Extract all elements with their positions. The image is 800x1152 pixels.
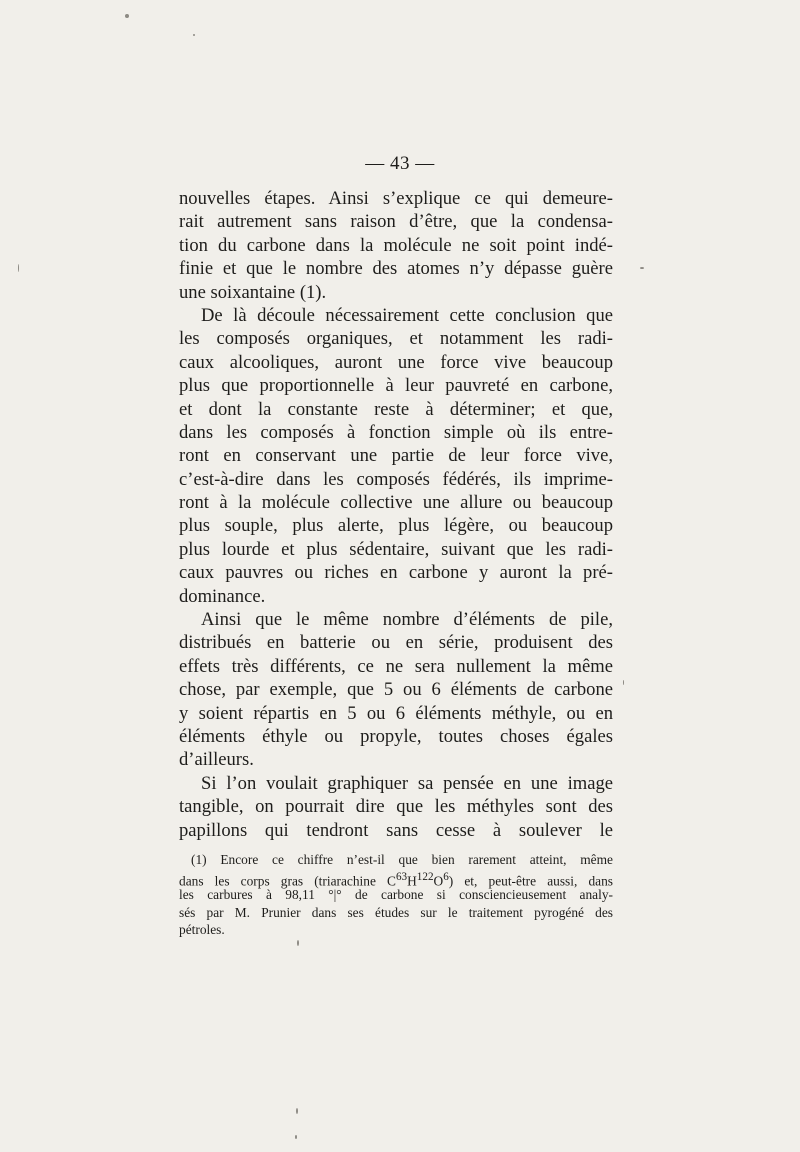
text-line: finie et que le nombre des atomes n’y dépasse guère: [179, 258, 613, 280]
footnote-line: les carbures à 98,11 °|° de carbone si consciencieusement analy-: [179, 887, 613, 903]
formula-subscript: 122: [416, 870, 434, 883]
text-line: plus que proportionnelle à leur pauvreté en carbone,: [179, 375, 613, 397]
footnote-line: pétroles.: [179, 922, 225, 938]
text-line: y soient répartis en 5 ou 6 éléments méthyle, ou en: [179, 702, 613, 724]
text-line: chose, par exemple, que 5 ou 6 éléments de carbone: [179, 679, 613, 701]
text-line: plus lourde et plus sédentaire, suivant que les radi-: [179, 538, 613, 560]
text-line: nouvelles étapes. Ainsi s’explique ce qui demeure-: [179, 188, 613, 209]
text-line: Si l’on voulait graphiquer sa pensée en une image: [201, 772, 613, 794]
text-line: papillons qui tendront sans cesse à soulever le: [179, 819, 613, 841]
text-line: rait autrement sans raison d’être, que la condensa-: [179, 211, 613, 233]
paper-speck: [193, 34, 195, 36]
text-line: tion du carbone dans la molécule ne soit point indé-: [179, 234, 613, 256]
paper-speck: [296, 1108, 298, 1114]
paper-speck: [125, 14, 129, 18]
text-line: De là découle nécessairement cette conclusion que: [201, 304, 613, 326]
text-line: ront en conservant une partie de leur force vive,: [179, 445, 613, 467]
text-line: éléments éthyle ou propyle, toutes choses égales: [179, 725, 613, 747]
text-line: d’ailleurs.: [179, 749, 254, 771]
body-text: [179, 187, 613, 842]
text-line: caux alcooliques, auront une force vive beaucoup: [179, 351, 613, 373]
text-line: c’est-à-dire dans les composés fédérés, ils imprime-: [179, 468, 613, 490]
page-number: — 43 —: [365, 153, 435, 174]
text-line: effets très différents, ce ne sera nullement la même: [179, 655, 613, 677]
paper-speck: [623, 680, 624, 685]
text-line: les composés organiques, et notamment les radi-: [179, 328, 613, 350]
text-line: dans les composés à fonction simple où ils entre-: [179, 421, 613, 443]
text-line: tangible, on pourrait dire que les méthyles sont des: [179, 796, 613, 818]
text-line: distribués en batterie ou en série, produisent des: [179, 632, 613, 654]
paper-speck: [640, 267, 644, 269]
paper-speck: [297, 940, 299, 946]
footnote-line: (1) Encore ce chiffre n’est-il que bien rarement atteint, même: [191, 852, 613, 867]
text-line: plus souple, plus alerte, plus légère, ou beaucoup: [179, 515, 613, 537]
formula-subscript: 6: [443, 870, 449, 883]
footnote-text: dans les corps gras (triarachine C: [179, 873, 396, 889]
footnote-line: [179, 869, 613, 887]
footnote-text: ) et, peut-être aussi, dans: [448, 873, 613, 889]
formula-subscript: 63: [395, 870, 408, 883]
formula-element: H: [407, 873, 417, 889]
footnote-line: sés par M. Prunier dans ses études sur le traitement pyrogéné des: [179, 904, 613, 920]
text-line: caux pauvres ou riches en carbone y auront la pré-: [179, 562, 613, 584]
paper-speck: [18, 264, 19, 272]
text-line: et dont la constante reste à déterminer; et que,: [179, 398, 613, 420]
formula-element: O: [433, 873, 444, 889]
paper-speck: [295, 1135, 297, 1139]
text-line: dominance.: [179, 585, 266, 607]
text-line: une soixantaine (1).: [179, 281, 327, 303]
footnote: [179, 851, 613, 939]
text-line: ront à la molécule collective une allure ou beaucoup: [179, 492, 613, 514]
text-line: Ainsi que le même nombre d’éléments de pile,: [201, 609, 613, 631]
